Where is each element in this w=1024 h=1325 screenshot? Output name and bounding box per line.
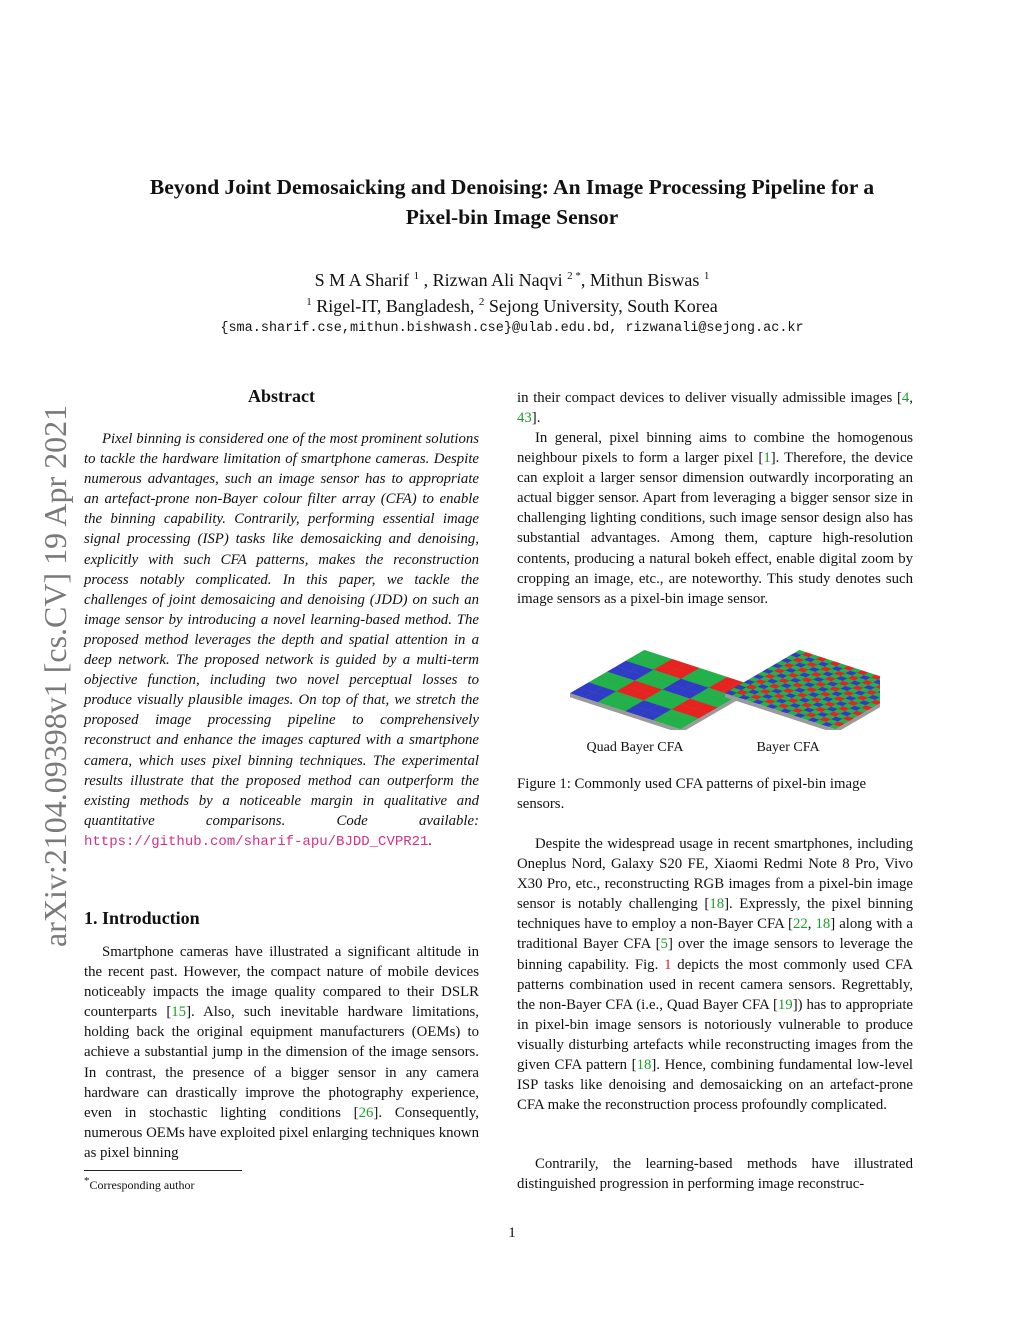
affil-2: Sejong University, South Korea xyxy=(484,296,718,316)
author-1-affil: 1 xyxy=(413,270,420,282)
text: ] over the image sensors to leverage the binning capability. Fig. xyxy=(517,936,913,973)
figure-cfa-patterns xyxy=(560,650,880,730)
bayer-grid xyxy=(725,650,880,730)
citation-15[interactable]: 15 xyxy=(171,1004,187,1021)
footnote-rule xyxy=(84,1170,242,1171)
footnote xyxy=(84,1177,194,1193)
text: ]. Expressly, the pixel binning techniques have to employ a non-Bayer CFA [ xyxy=(517,896,913,933)
author-3: , Mithun Biswas xyxy=(580,270,704,290)
abstract-body xyxy=(84,429,479,852)
text: ]. xyxy=(531,410,541,427)
right-paragraph-3 xyxy=(517,1154,913,1194)
text: , xyxy=(909,390,913,406)
footnote-text: Corresponding author xyxy=(89,1178,195,1192)
arxiv-identifier: arXiv:2104.09398v1 [cs.CV] 19 Apr 2021 xyxy=(37,404,73,947)
author-2-affil: 2 * xyxy=(567,270,581,282)
quad-bayer-grid xyxy=(570,650,755,730)
affil-1: Rigel-IT, Bangladesh, xyxy=(311,296,479,316)
figure-ref-1[interactable]: 1 xyxy=(664,956,672,973)
text: ]. Also, such inevitable hardware limitations, holding back the original equipment manufacturers (OEMs) to achieve a substantial jump in the dimension of the image sensors. In contrast, the presence of a bigger sensor in any camera hardware can drastically improve the photography experience, even in stochastic lighting conditions [ xyxy=(84,1004,479,1121)
author-2: , Rizwan Ali Naqvi xyxy=(419,270,568,290)
text: in their compact devices to deliver visually admissible images [ xyxy=(517,390,902,406)
title-line-1: Beyond Joint Demosaicking and Denoising: An Image Processing Pipeline for a xyxy=(149,175,875,199)
affil-1-mark: 1 xyxy=(306,296,312,308)
citation-19[interactable]: 19 xyxy=(777,996,793,1013)
text: ]. Hence, combining fundamental low-level ISP tasks like denoising and demosaicking on an artefact-prone CFA make the reconstruction process profoundly complicated. xyxy=(517,1057,913,1114)
citation-18[interactable]: 18 xyxy=(636,1057,652,1074)
author-3-affil: 1 xyxy=(703,270,710,282)
affil-2-mark: 2 xyxy=(478,296,485,308)
abstract-text: Pixel binning is considered one of the most prominent solutions to tackle the hardware limitation of smartphone cameras. Despite numerous advantages, such an image sensor has to appropriate an artefact-prone non-Bayer colour filter array (CFA) to enable the binning capability. Contrarily, performing essential image signal processing (ISP) tasks like demosaicking and denoising, explicitly with such CFA patterns, makes the reconstruction process notably complicated. In this paper, we tackle the challenges of joint demosaicing and denoising (JDD) on such an image sensor by introducing a novel learning-based method. The proposed method leverages the depth and spatial attention in a deep network. The proposed network is guided by a multi-term objective function, including two novel perceptual losses to produce visually plausible images. On top of that, we stretch the proposed image processing pipeline to comprehensively reconstruct and enhance the images captured with a smartphone camera, which uses pixel binning techniques. The experimental results illustrate that the proposed method can outperform the existing methods by a noticeable margin in qualitative and quantitative comparisons. Code available: xyxy=(84,431,479,829)
citation-26[interactable]: 26 xyxy=(358,1104,374,1121)
right-paragraph-1 xyxy=(517,428,913,609)
citation-1[interactable]: 1 xyxy=(763,450,771,467)
citation-18[interactable]: 18 xyxy=(709,896,725,913)
citation-18[interactable]: 18 xyxy=(815,916,831,933)
affiliations xyxy=(60,294,964,318)
intro-paragraph-1 xyxy=(84,942,479,1163)
text: Despite the widespread usage in recent smartphones, including Oneplus Nord, Galaxy S20 FE, Xiaomi Redmi Note 8 Pro, Vivo X30 Pro, etc., reconstructing RGB images from a pixel-bin image sensor is notably challenging [ xyxy=(517,836,913,913)
footnote-mark: * xyxy=(84,1175,90,1187)
code-link[interactable]: https://github.com/sharif-apu/BJDD_CVPR21 xyxy=(84,833,429,850)
right-paragraph-2 xyxy=(517,834,913,1115)
author-1: S M A Sharif xyxy=(314,270,414,290)
text: Contrarily, the learning-based methods have illustrated distinguished progression in performing image reconstruc- xyxy=(517,1156,913,1193)
abstract-heading: Abstract xyxy=(248,386,315,406)
citation-5[interactable]: 5 xyxy=(660,936,668,953)
page-number: 1 xyxy=(508,1225,516,1241)
section-heading-introduction: 1. Introduction xyxy=(84,908,200,928)
text: , xyxy=(807,916,816,933)
text: ]. Consequently, numerous OEMs have exploited pixel enlarging techniques known as pixel binning xyxy=(84,1104,479,1161)
right-paragraph-0 xyxy=(517,388,913,428)
text: ] along with a traditional Bayer CFA [ xyxy=(517,916,913,953)
citation-22[interactable]: 22 xyxy=(792,916,808,933)
title-line-2: Pixel-bin Image Sensor xyxy=(405,205,619,229)
text: In general, pixel binning aims to combine the homogenous neighbour pixels to form a larger pixel [ xyxy=(517,430,913,467)
text: depicts the most commonly used CFA patterns combination used in recent camera sensors. Regrettably, the non-Bayer CFA (i.e., Quad Bayer CFA [ xyxy=(517,956,913,1013)
paper-title xyxy=(60,172,964,232)
figure-caption: Figure 1: Commonly used CFA patterns of pixel-bin image sensors. xyxy=(517,776,867,813)
citation-4[interactable]: 4 xyxy=(901,390,910,406)
abstract-end: . xyxy=(428,832,433,849)
text: Smartphone cameras have illustrated a significant altitude in the recent past. However, the compact nature of mobile devices noticeably impacts the image quality compared to their DSLR counterparts [ xyxy=(84,944,479,1021)
author-emails: {sma.sharif.cse,mithun.bishwash.cse}@ulab.edu.bd, rizwanali@sejong.ac.kr xyxy=(220,321,804,336)
citation-43[interactable]: 43 xyxy=(517,410,532,427)
text: ]) has to appropriate in pixel-bin image sensors is notoriously vulnerable to produce visually disturbing artefacts while reconstructing images from the given CFA pattern [ xyxy=(517,996,913,1074)
text: ]. Therefore, the device can exploit a larger sensor dimension outwardly incorporating an actual bigger sensor. Apart from leveraging a bigger sensor size in challenging lighting conditions, such image sensor design also has substantial advantages. Among them, capture high-resolution contents, producing a natural bokeh effect, enable digital zoom by cropping an image, etc., are noteworthy. This study denotes such image sensors as a pixel-bin image sensor. xyxy=(517,450,913,607)
author-list xyxy=(60,268,964,292)
label-quad-bayer: Quad Bayer CFA xyxy=(586,740,684,755)
label-bayer: Bayer CFA xyxy=(756,740,820,755)
